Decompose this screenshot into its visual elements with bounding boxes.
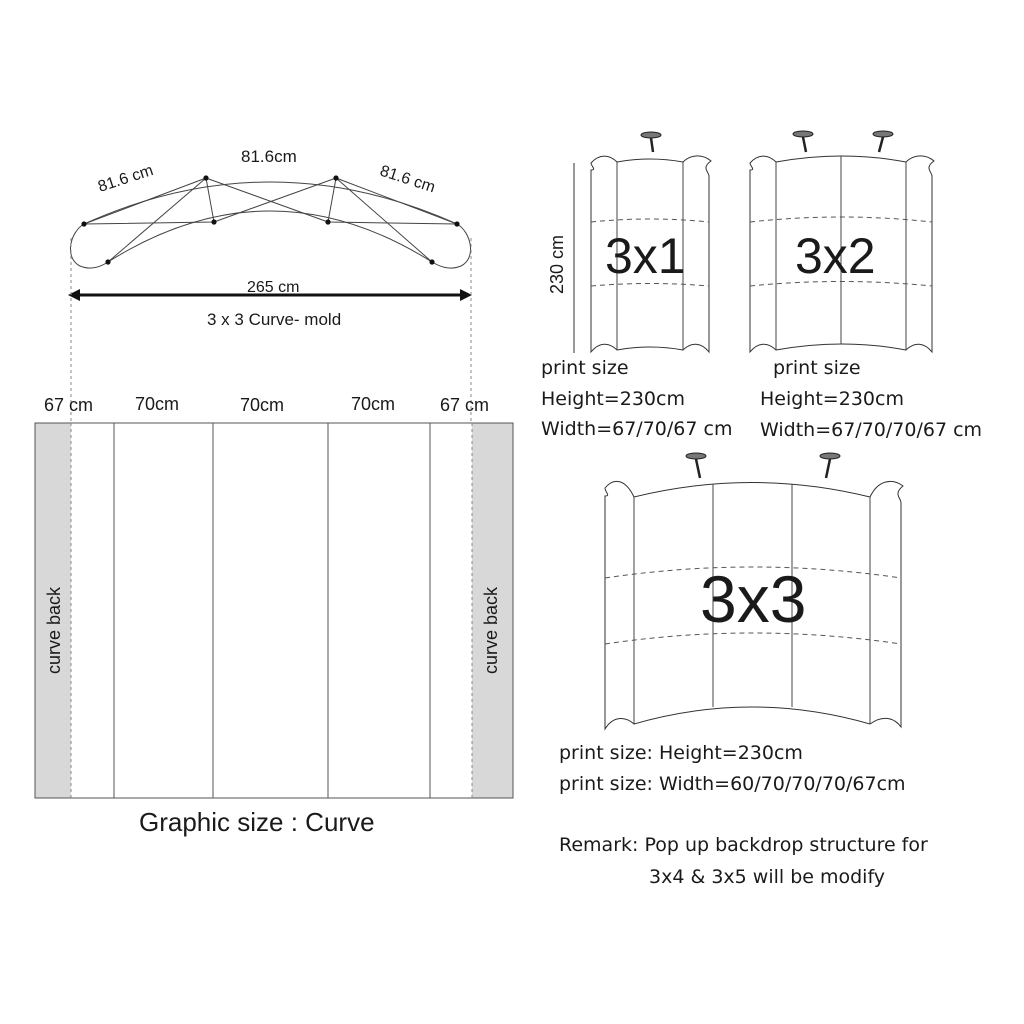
column-label: 70cm (240, 395, 285, 415)
panel-3x1-title: 3x1 (605, 228, 686, 284)
panel-3x1-width: Width=67/70/67 cm (541, 418, 733, 440)
panel-height-label: 230 cm (547, 234, 567, 294)
curve-back-left-label: curve back (44, 586, 64, 674)
graphic-layout (35, 423, 513, 798)
column-label: 67 cm (44, 395, 94, 415)
panel-3x2-title: 3x2 (795, 228, 876, 284)
column-label: 70cm (351, 394, 396, 414)
panel-3x3-height: print size: Height=230cm (559, 742, 803, 764)
span-label-middle: 81.6cm (241, 147, 297, 166)
column-label: 70cm (135, 394, 180, 414)
panel-3x2-print-label: print size (773, 357, 861, 379)
column-label: 67 cm (440, 395, 490, 415)
column-width-labels (44, 394, 489, 415)
overall-width-label: 265 cm (247, 279, 300, 296)
panel-3x1-print-label: print size (541, 357, 629, 379)
panel-3x3-title: 3x3 (700, 562, 807, 636)
panel-3x2-width: Width=67/70/70/67 cm (760, 419, 983, 441)
frame-caption: 3 x 3 Curve- mold (207, 310, 342, 329)
graphic-caption: Graphic size : Curve (139, 807, 375, 837)
curve-back-right-label: curve back (481, 586, 501, 674)
remark-line-1: Remark: Pop up backdrop structure for (559, 834, 928, 856)
span-label-right: 81.6 cm (377, 162, 438, 197)
panel-3x2-height: Height=230cm (760, 388, 904, 410)
panel-3x1-height: Height=230cm (541, 388, 685, 410)
span-label-left: 81.6 cm (95, 162, 156, 196)
remark-line-2: 3x4 & 3x5 will be modify (649, 866, 886, 888)
panel-3x3-width: print size: Width=60/70/70/70/67cm (559, 773, 906, 795)
